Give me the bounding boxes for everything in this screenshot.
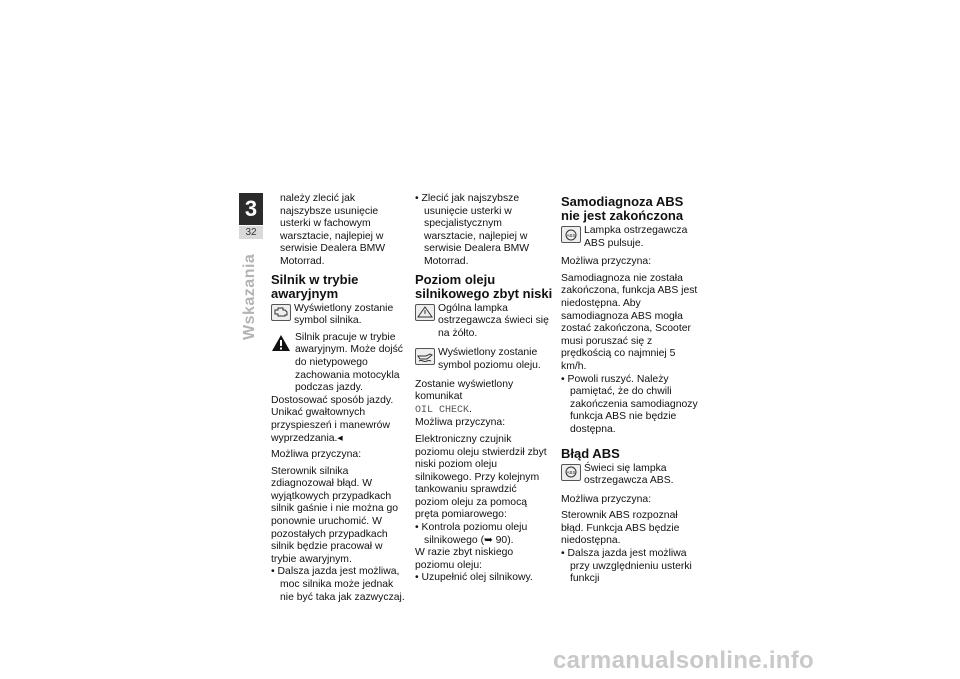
watermark: carmanualsonline.info — [553, 647, 815, 674]
general-lamp-row — [415, 303, 553, 341]
abs-error-text: Świeci się lampka ostrzegawcza ABS. — [584, 462, 674, 487]
repair-bullet: • Zlecić jak najszybsze usunięcie usterki w specjalistycznym warsztacie, najlepiej w serwisie Dealera BMW Motorrad. — [415, 193, 553, 269]
intro-text: należy zlecić jak najszybsze usunięcie usterki w fachowym warsztacie, najlepiej w serwisie Dealera BMW Motorrad. — [280, 193, 386, 267]
engine-symbol-text: Wyświetlony zostanie symbol silnika. — [294, 302, 394, 327]
section-label: Wskazania — [241, 253, 258, 340]
heading-abs-selfdiag: Samodiagnoza ABS nie jest zakończona — [561, 194, 684, 223]
abs-diag-bullet: • Powoli ruszyć. Należy pamiętać, że do chwili zakończenia samodiagnozy funkcja ABS nie będzie dostępna. — [561, 374, 699, 437]
column-1 — [271, 193, 409, 604]
heading-engine-emergency: Silnik w trybie awaryjnym — [271, 271, 359, 301]
cause-label: Możliwa przyczyna: — [271, 449, 362, 461]
oil-low-text: W razie zbyt niskiego poziomu oleju: — [415, 547, 514, 571]
abs-error-cause: Sterownik ABS rozpoznał błąd. Funkcja ABS będzie niedostępna. — [561, 510, 680, 547]
engine-cause-text: Sterownik silnika zdiagnozował błąd. W wyjątkowych przypadkach silnik gaśnie i nie można go ponownie uruchomić. W pozostałych przypadkach silnik będzie pracował w trybie awaryjnym. — [271, 465, 399, 565]
chapter-tab — [239, 193, 263, 239]
column-2: • Zlecić jak najszybsze usunięcie usterki w specjalistycznym warsztacie, najlepiej w serwisie Dealera BMW Motorrad. Poziom oleju silnikowego zbyt niski Ogólna lampka ostrzegawcza świeci się na żółto. Wyświetlony zostanie symbol poziomu oleju. Zostanie wyświetlony komunikat OIL CHECK. Możliwa przyczyna: Elektroniczny czujnik poziomu oleju stwierdził zbyt niski poziom oleju silnikowego. Przy kolejnym tankowaniu sprawdzić poziom oleju za pomocą pręta pomiarowego: • Kontrola poziomu oleju silnikowego (➥ 90). W razie zbyt niskiego poziomu oleju: • Uzupełnić olej silnikowy. — [415, 193, 553, 585]
general-warning-lamp-icon — [415, 304, 435, 321]
column-3 — [561, 193, 699, 586]
engine-warning-text-2: Dostosować sposób jazdy. Unikać gwałtownych przyspieszeń i manewrów wyprzedzania.◂ — [271, 394, 394, 444]
abs-diag-cause: Samodiagnoza nie została zakończona, funkcja ABS jest niedostępna. Aby samodiagnoza ABS mogła zostać zakończona, Scooter musi poruszać się z prędkością co najmniej 5 km/h. — [561, 272, 698, 372]
oil-symbol-text: Wyświetlony zostanie symbol poziomu oleju. — [438, 347, 541, 371]
abs-diag-text: Lampka ostrzegawcza ABS pulsuje. — [584, 225, 688, 249]
abs-diag-row — [561, 225, 699, 250]
abs-error-bullet: • Dalsza jazda jest możliwa przy uwzględnieniu usterki funkcji — [561, 548, 699, 586]
engine-warning-text: Silnik pracuje w trybie awaryjnym. Może dojść do nietypowego zachowania motocykla podczas jazdy. — [295, 331, 403, 394]
engine-bullet: • Dalsza jazda jest możliwa, moc silnika może jednak nie być taka jak zazwyczaj. — [271, 566, 409, 604]
cause-label: Możliwa przyczyna: — [561, 493, 652, 505]
svg-text:ABS: ABS — [566, 232, 576, 238]
oil-check-message: OIL CHECK — [415, 404, 470, 416]
heading-oil-level: Poziom oleju silnikowego zbyt niski — [415, 271, 553, 301]
page-number: 32 — [239, 226, 263, 239]
engine-icon — [271, 304, 291, 321]
cause-label: Możliwa przyczyna: — [415, 417, 506, 429]
abs-lamp-icon — [561, 464, 581, 481]
abs-lamp-icon — [561, 226, 581, 243]
warning-triangle-icon — [271, 334, 291, 352]
oil-cause-text: Elektroniczny czujnik poziomu oleju stwierdził zbyt niski poziom oleju silnikowego. Przy kolejnym tankowaniu sprawdzić poziom oleju za pomocą pręta pomiarowego: — [415, 433, 547, 521]
oil-symbol-row — [415, 347, 553, 372]
abs-error-row — [561, 463, 699, 488]
svg-text:ABS: ABS — [566, 470, 576, 475]
message-label: Zostanie wyświetlony komunikat — [415, 378, 514, 403]
general-lamp-text: Ogólna lampka ostrzegawcza świeci się na żółto. — [438, 302, 549, 339]
engine-symbol-row — [271, 303, 409, 328]
cause-label: Możliwa przyczyna: — [561, 256, 652, 268]
oil-check-bullet: • Kontrola poziomu oleju silnikowego (➥ 90). — [415, 522, 553, 547]
oil-refill-bullet: • Uzupełnić olej silnikowy. — [415, 572, 553, 585]
oil-level-icon — [415, 348, 435, 365]
chapter-number: 3 — [239, 193, 263, 225]
heading-abs-error: Błąd ABS — [561, 445, 620, 461]
